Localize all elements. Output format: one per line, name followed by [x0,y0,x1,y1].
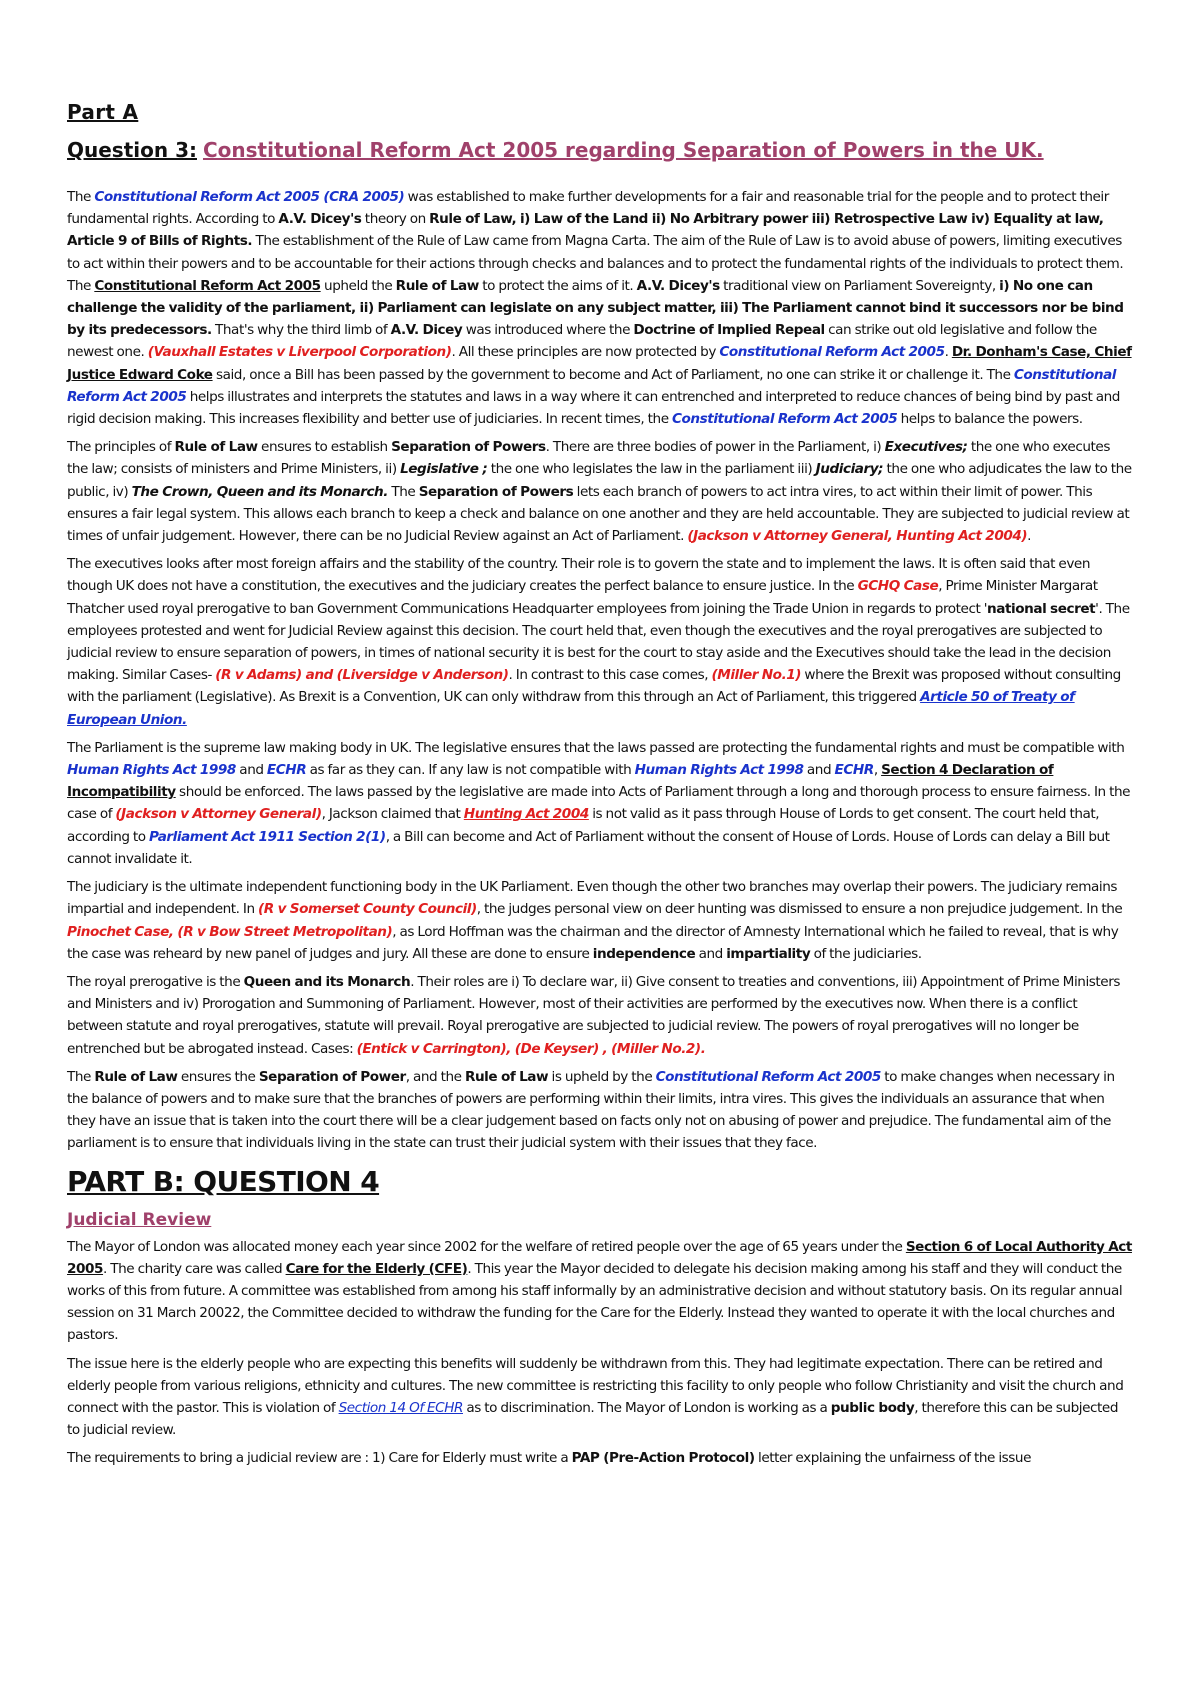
paragraph-mayor: The Mayor of London was allocated money each year since 2002 for the welfare of retired people over the age of 65 years under the Section 6 of Local Authority Act 2005. The charity care was called Care for the Elderly (CFE). This year the Mayor decided to delegate his decision making among his staff and they will conduct the works of this from future. A committee was established from among his staff informally by an administrative decision and without statutory basis. On its regular annual session on 31 March 20022, the Committee decided to withdraw the funding for the Care for the Elderly. Instead they wanted to operate it with the local churches and pastors. [67,1238,1132,1344]
part-b-heading: PART B: QUESTION 4 [67,1164,380,1198]
question-heading [67,138,1133,162]
paragraph-conclusion: The Rule of Law ensures the Separation of Power, and the Rule of Law is upheld by the Constitutional Reform Act 2005 to make changes when necessary in the balance of powers and to make sure that the branches of powers are performing within their limits, intra vires. This gives the individuals an assurance that when they have an issue that is taken into the court there will be a clear judgement based on facts only not on abusing of power and prejudice. The fundamental aim of the parliament is to ensure that individuals living in the state can trust their judicial system with their issues that they face. [67,1068,1115,1152]
judicial-review-heading: Judicial Review [67,1209,212,1230]
paragraph-judiciary: The judiciary is the ultimate independent functioning body in the UK Parliament. Even though the other two branches may overlap their powers. The judiciary remains impartial and independent. In (R v Somerset County Council), the judges personal view on deer hunting was dismissed to ensure a non prejudice judgement. In the Pinochet Case, (R v Bow Street Metropolitan), as Lord Hoffman was the chairman and the director of Amnesty International which he failed to reveal, that is why the case was reheard by new panel of judges and jury. All these are done to ensure independence and impartiality of the judiciaries. [67,879,1123,962]
question-label: Question 3: [67,138,197,162]
paragraph-separation-of-powers: The principles of Rule of Law ensures to establish Separation of Powers. There are three bodies of power in the Parliament, i) Executives; the one who executes the law; consists of ministers and Prime Ministers, ii) Legislative ; the one who legislates the law in the parliament iii) Judiciary; the one who adjudicates the law to the public, iv) The Crown, Queen and its Monarch. The Separation of Powers lets each branch of powers to act intra vires, to act within their limit of power. This ensures a fair legal system. This allows each branch to keep a check and balance on one another and they are held accountable. They are subjected to judicial review at times of unfair judgement. However, there can be no Judicial Review against an Act of Parliament. (Jackson v Attorney General, Hunting Act 2004). [67,439,1132,545]
paragraph-issue: The issue here is the elderly people who are expecting this benefits will suddenly be withdrawn from this. They had legitimate expectation. There can be retired and elderly people from various religions, ethnicity and cultures. The new committee is restricting this facility to only people who follow Christianity and visit the church and connect with the pastor. This is violation of Section 14 Of ECHR as to discrimination. The Mayor of London is working as a public body, therefore this can be subjected to judicial review. [67,1355,1124,1439]
document-page [67,100,1133,1476]
paragraph-requirements: The requirements to bring a judicial review are : 1) Care for Elderly must write a PAP (Pre-Action Protocol) letter explaining the unfairness of the issue [67,1450,1032,1467]
paragraph-executives: The executives looks after most foreign affairs and the stability of the country. Their role is to govern the state and to implement the laws. It is often said that even though UK does not have a constitution, the executives and the judiciary creates the perfect balance to ensure justice. In the GCHQ Case, Prime Minister Margarat Thatcher used royal prerogative to ban Government Communications Headquarter employees from joining the Trade Union in regards to protect 'national secret'. The employees protested and went for Judicial Review against this decision. The court held that, even though the executives and the royal prerogatives are subjected to judicial review to ensure separation of powers, in times of national security it is best for the court to stay aside and the Executives should take the lead in the decision making. Similar Cases- (R v Adams) and (Liversidge v Anderson). In contrast to this case comes, (Miller No.1) where the Brexit was proposed without consulting with the parliament (Legislative). As Brexit is a Convention, UK can only withdraw from this through an Act of Parliament, this triggered Article 50 of Treaty of European Union. [67,556,1130,728]
question-title: Constitutional Reform Act 2005 regarding Separation of Powers in the UK. [202,138,1044,162]
section-14-echr-link[interactable]: Section 14 Of ECHR [338,1399,463,1416]
paragraph-parliament: The Parliament is the supreme law making body in UK. The legislative ensures that the laws passed are protecting the fundamental rights and must be compatible with Human Rights Act 1998 and ECHR as far as they can. If any law is not compatible with Human Rights Act 1998 and ECHR, Section 4 Declaration of Incompatibility should be enforced. The laws passed by the legislative are made into Acts of Parliament through a long and thorough process to ensure fairness. In the case of (Jackson v Attorney General), Jackson claimed that Hunting Act 2004 is not valid as it pass through House of Lords to get consent. The court held that, according to Parliament Act 1911 Section 2(1), a Bill can become and Act of Parliament without the consent of House of Lords. House of Lords can delay a Bill but cannot invalidate it. [67,739,1131,867]
paragraph-cra: The Constitutional Reform Act 2005 (CRA 2005) was established to make further developments for a fair and reasonable trial for the people and to protect their fundamental rights. According to A.V. Dicey's theory on Rule of Law, i) Law of the Land ii) No Arbitrary power iii) Retrospective Law iv) Equality at law, Article 9 of Bills of Rights. The establishment of the Rule of Law came from Magna Carta. The aim of the Rule of Law is to avoid abuse of powers, limiting executives to act within their powers and to be accountable for their actions through checks and balances and to protect the fundamental rights of the individuals to protect them. The Constitutional Reform Act 2005 upheld the Rule of Law to protect the aims of it. A.V. Dicey's traditional view on Parliament Sovereignty, i) No one can challenge the validity of the parliament, ii) Parliament can legislate on any subject matter, iii) The Parliament cannot bind it successors nor be bind by its predecessors. That's why the third limb of A.V. Dicey was introduced where the Doctrine of Implied Repeal can strike out old legislative and follow the newest one. (Vauxhall Estates v Liverpool Corporation). All these principles are now protected by Constitutional Reform Act 2005. Dr. Donham's Case, Chief Justice Edward Coke said, once a Bill has been passed by the government to become and Act of Parliament, no one can strike it or challenge it. The Constitutional Reform Act 2005 helps illustrates and interprets the statutes and laws in a way where it can entrenched and interpreted to reduce chances of being bind by past and rigid decision making. This increases flexibility and better use of judiciaries. In recent times, the Constitutional Reform Act 2005 helps to balance the powers. [67,189,1132,428]
paragraph-royal-prerogative: The royal prerogative is the Queen and its Monarch. Their roles are i) To declare war, ii) Give consent to treaties and conventions, iii) Appointment of Prime Ministers and Ministers and iv) Prorogation and Summoning of Parliament. However, most of their activities are performed by the executives now. When there is a conflict between statute and royal prerogatives, statute will prevail. Royal prerogative are subjected to judicial review. The powers of royal prerogatives will no longer be entrenched but be abrogated instead. Cases: (Entick v Carrington), (De Keyser) , (Miller No.2). [67,973,1120,1057]
part-a-heading: Part A [67,100,139,124]
article-50-link[interactable]: Article 50 of Treaty of European Union. [67,689,1075,728]
